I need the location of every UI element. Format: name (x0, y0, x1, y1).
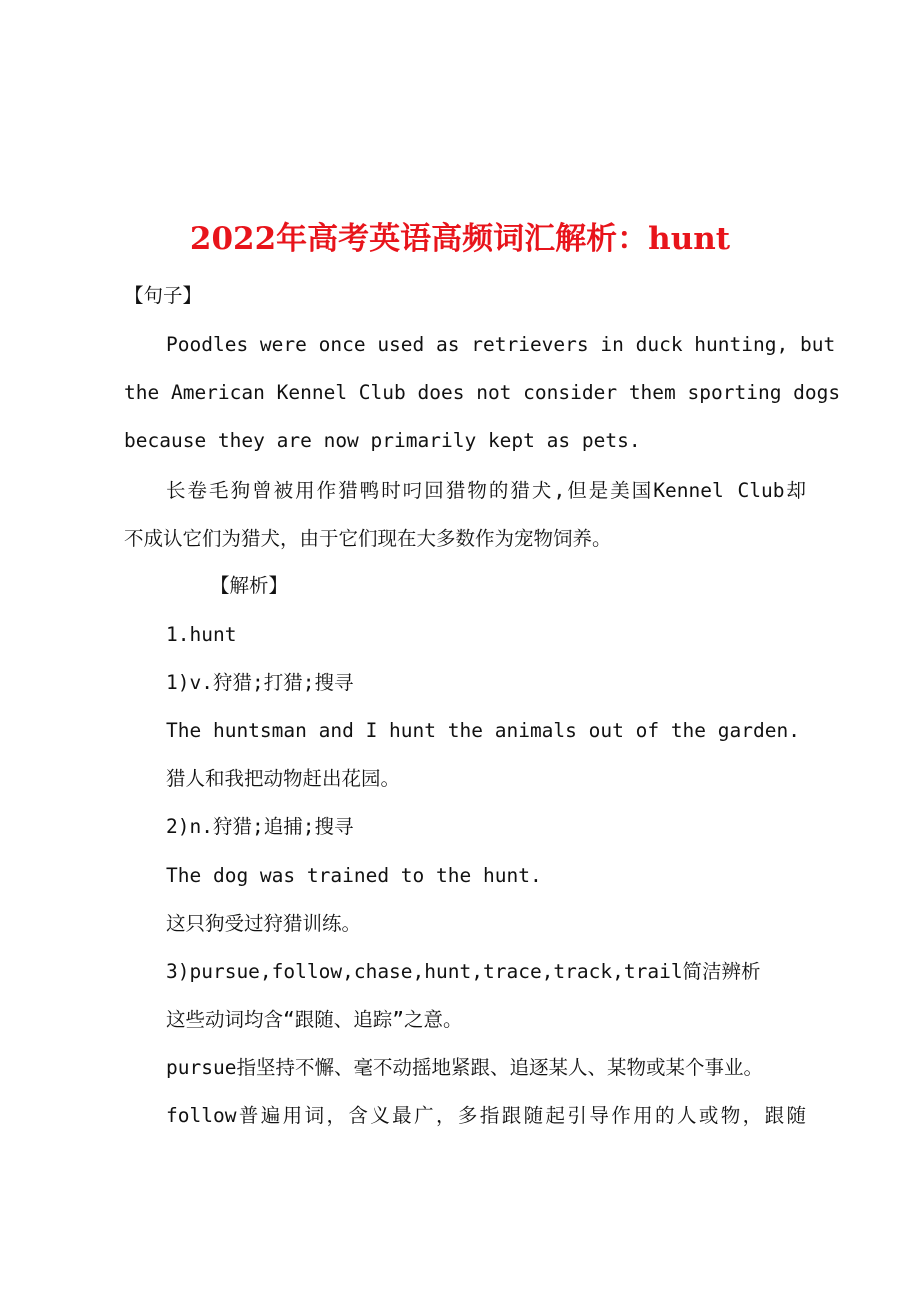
sentence-en-line-3: because they are now primarily kept as pets. (124, 429, 641, 452)
analysis-heading: 【解析】 (210, 574, 289, 597)
analysis-pursue: pursue指坚持不懈、毫不动摇地紧跟、追逐某人、某物或某个事业。 (166, 1056, 763, 1079)
analysis-noun-example-zh: 这只狗受过狩猎训练。 (166, 912, 362, 935)
analysis-word: 1.hunt (166, 623, 237, 646)
analysis-verb-sense: 1)v.狩猎;打猎;搜寻 (166, 671, 354, 694)
sentence-en-line-1: Poodles were once used as retrievers in duck hunting, but (166, 333, 836, 356)
sentence-en-line-2: the American Kennel Club does not consider them sporting dogs (124, 381, 841, 404)
analysis-verb-example-zh: 猎人和我把动物赶出花园。 (166, 767, 401, 790)
analysis-synonyms-heading: 3)pursue,follow,chase,hunt,trace,track,trail简洁辨析 (166, 960, 761, 983)
analysis-noun-example-en: The dog was trained to the hunt. (166, 864, 542, 887)
page-title: 2022年高考英语高频词汇解析：hunt (189, 220, 731, 257)
sentence-heading: 【句子】 (124, 284, 203, 307)
sentence-zh-line-2: 不成认它们为猎犬，由于它们现在大多数作为宠物饲养。 (124, 527, 612, 550)
analysis-synonyms-common: 这些动词均含“跟随、追踪”之意。 (166, 1008, 463, 1031)
analysis-follow: follow普遍用词，含义最广，多指跟随起引导作用的人或物，跟随 (166, 1104, 806, 1127)
analysis-noun-sense: 2)n.狩猎;追捕;搜寻 (166, 815, 354, 838)
analysis-verb-example-en: The huntsman and I hunt the animals out of the garden. (166, 719, 800, 742)
sentence-zh-line-1: 长卷毛狗曾被用作猎鸭时叼回猎物的猎犬,但是美国Kennel Club却 (166, 479, 806, 502)
